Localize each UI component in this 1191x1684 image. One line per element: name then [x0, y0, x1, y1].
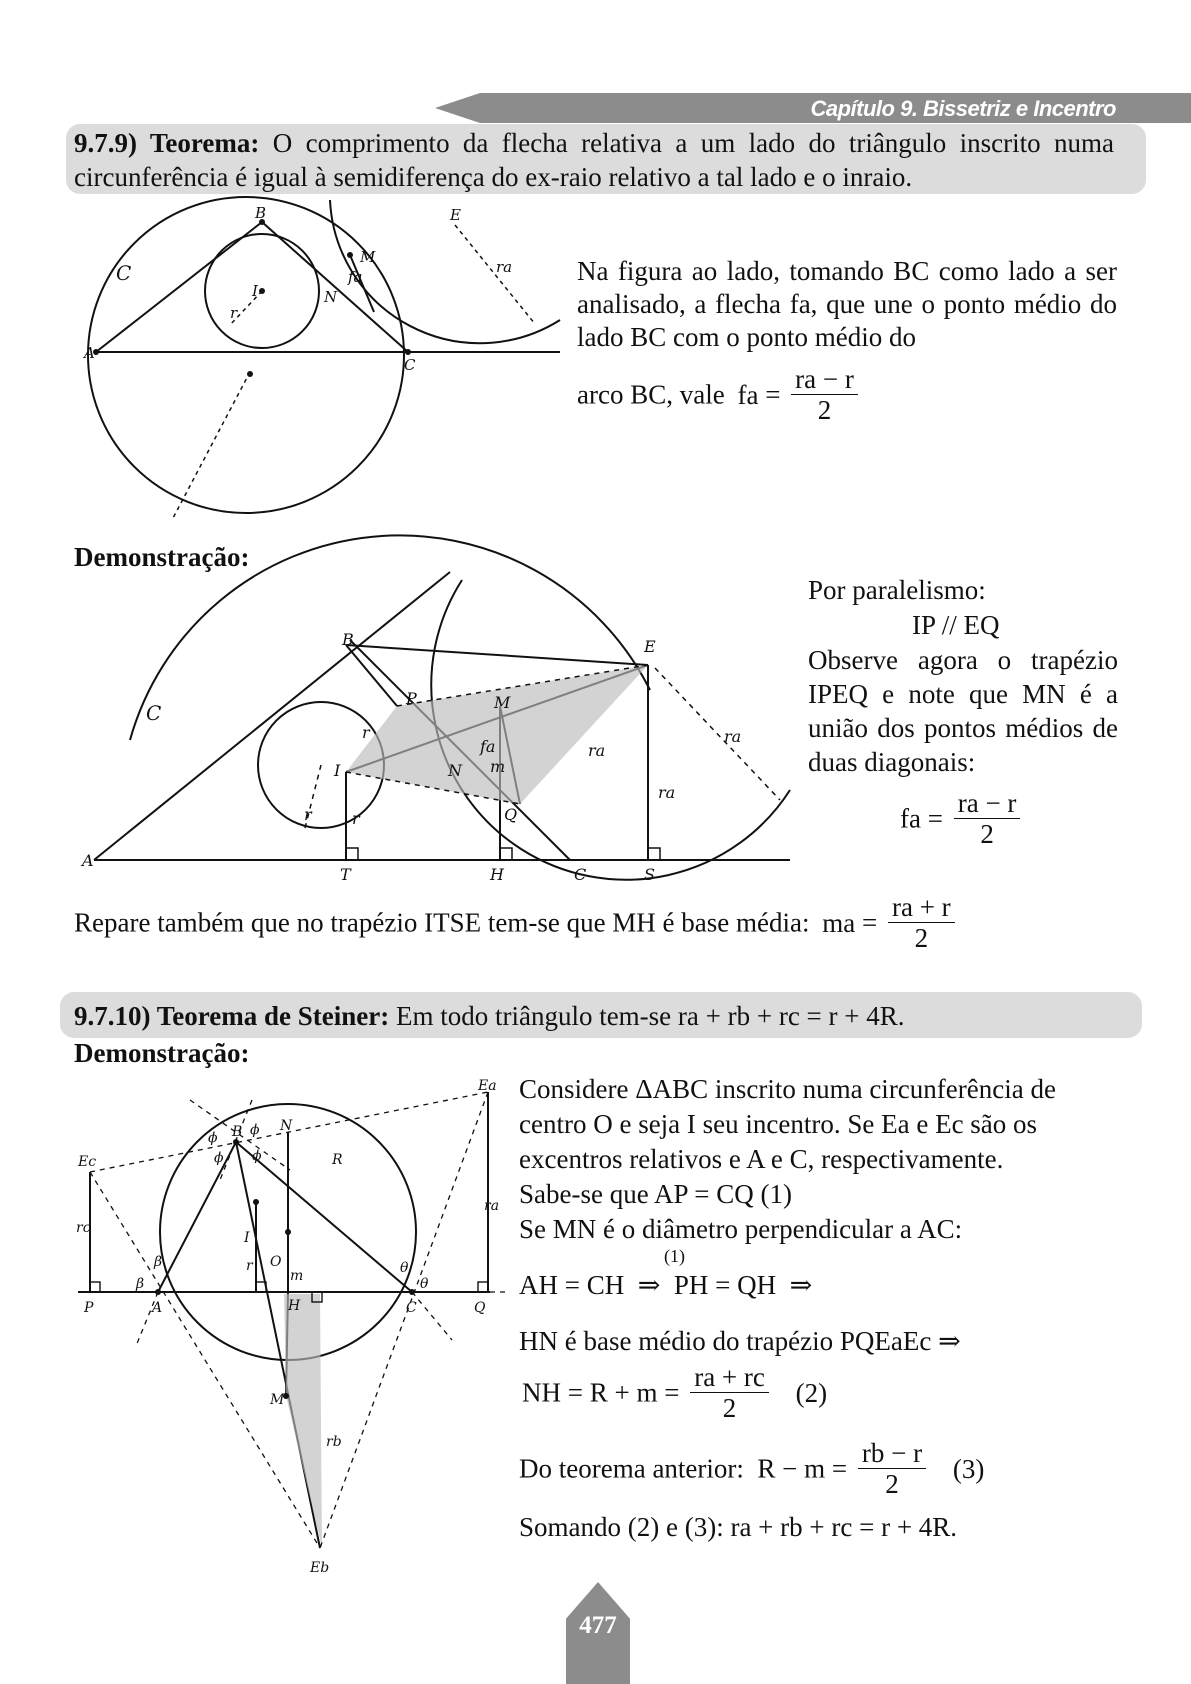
- fig2-label-ra-2: ra: [658, 783, 676, 802]
- fig3-label-phi-4: ϕ: [252, 1148, 262, 1164]
- fig1-label-b: B: [255, 204, 267, 222]
- fig3-label-ra: ra: [484, 1198, 500, 1214]
- fig2-label-h: H: [490, 865, 504, 884]
- do-left: Do teorema anterior: R − m =: [519, 1453, 848, 1484]
- nh-tag: (2): [795, 1377, 828, 1408]
- steiner-line-1: Considere ΔABC inscrito numa circunferência de: [519, 1074, 1056, 1104]
- hn-base-line: HN é base médio do trapézio PQEaEc ⇒: [519, 1326, 961, 1356]
- fig3-label-phi-3: ϕ: [250, 1122, 260, 1138]
- fig3-label-rc: rc: [76, 1220, 91, 1236]
- do-numerator: rb − r: [858, 1438, 926, 1469]
- theorem-9710-label: 9.7.10) Teorema de Steiner:: [74, 1001, 390, 1031]
- implication-sup: (1): [664, 1246, 685, 1266]
- parallel-title: Por paralelismo:: [808, 575, 986, 605]
- fig3-label-a: A: [152, 1300, 163, 1316]
- fig3-label-q: Q: [474, 1300, 486, 1316]
- page-number: 477: [579, 1612, 617, 1639]
- nh-denominator: 2: [722, 1393, 737, 1423]
- fig3-label-beta-2: β: [136, 1276, 145, 1292]
- ma-numerator: ra + r: [888, 892, 955, 923]
- fa-formula-2: fa = $\frac{ra - r}{2}$: [900, 788, 1024, 849]
- base-media-line: Repare também que no trapézio ITSE tem-se que MH é base média: ma = $\frac{ra + r}{2}$: [74, 892, 959, 953]
- chapter-header: Capítulo 9. Bissetriz e Incentro: [810, 96, 1116, 121]
- fig2-label-fa: fa: [480, 737, 496, 756]
- nh-equation: [522, 1362, 827, 1423]
- theorem-9710-statement: Em todo triângulo tem-se ra + rb + rc = r + 4R.: [395, 1001, 905, 1031]
- fig2-label-b: B: [342, 630, 354, 649]
- figure-steiner: [70, 1074, 510, 1574]
- fig3-label-theta-2: θ: [420, 1276, 429, 1292]
- fig2-label-t: T: [340, 865, 351, 884]
- fig3-label-o: O: [270, 1254, 282, 1270]
- fig3-label-m: M: [270, 1392, 285, 1408]
- fig3-label-h: H: [288, 1298, 301, 1314]
- trapezoid-note: Observe agora o trapézio IPEQ e note que MN é a união dos pontos médios de duas diagonais:: [808, 645, 1118, 777]
- fig1-label-r: r: [230, 304, 238, 322]
- fa-numerator: ra − r: [791, 364, 858, 395]
- do-denominator: 2: [885, 1469, 899, 1499]
- demonstration-heading-2: Demonstração:: [74, 1038, 250, 1068]
- fig1-label-n: N: [324, 288, 338, 306]
- nh-left: NH = R + m =: [522, 1377, 680, 1408]
- fig2-label-q: Q: [504, 805, 518, 824]
- flecha-description: Na figura ao lado, tomando BC como lado a ser analisado, a flecha fa, que une o ponto médio do lado BC com o ponto médio do: [577, 256, 1117, 352]
- fig1-label-i: I: [252, 282, 258, 300]
- fig3-label-n: N: [280, 1118, 293, 1134]
- fig3-label-r: r: [246, 1258, 253, 1274]
- fig2-label-n: N: [448, 761, 462, 780]
- fig1-label-e: E: [450, 206, 461, 224]
- fig3-label-ec: Ec: [78, 1154, 97, 1170]
- fig2-label-circle: C: [146, 701, 162, 725]
- fig2-label-ra-3: ra: [724, 727, 742, 746]
- ma-symbol: ma: [822, 907, 856, 938]
- demonstration-heading-1: Demonstração:: [74, 542, 250, 572]
- fig1-label-fa: fa: [348, 268, 363, 286]
- fig1-label-c: C: [404, 356, 416, 374]
- fig1-label-ra: ra: [496, 258, 513, 276]
- fig2-label-e: E: [644, 637, 656, 656]
- do-tag: (3): [952, 1453, 985, 1484]
- fig3-label-b: B: [232, 1124, 243, 1140]
- theorem-979-label: 9.7.9) Teorema:: [74, 128, 260, 158]
- fig1-label-a: A: [84, 344, 95, 362]
- ah-ch-line: AH = CH ⇒ PH = QH ⇒: [519, 1270, 813, 1300]
- fig2-label-i: I: [334, 761, 341, 780]
- fig2-label-m-small: m: [490, 757, 506, 776]
- fig2-label-r-1: r: [362, 723, 370, 742]
- fig3-label-m-small: m: [290, 1268, 304, 1284]
- fig2-label-m: M: [494, 693, 511, 712]
- fig3-label-phi-2: ϕ: [214, 1150, 224, 1166]
- fig3-label-ea: Ea: [478, 1078, 497, 1094]
- steiner-line-4: Sabe-se que AP = CQ (1): [519, 1179, 792, 1209]
- fig3-label-p: P: [84, 1300, 94, 1316]
- fig2-label-r-2: r: [352, 809, 360, 828]
- theorem-9710-text: [74, 999, 905, 1033]
- fig3-label-theta-1: θ: [400, 1260, 409, 1276]
- fig3-label-r-big: R: [332, 1152, 343, 1168]
- fig1-label-m: M: [360, 248, 376, 266]
- figure-trapezoid: [80, 568, 800, 888]
- fig3-label-rb: rb: [326, 1434, 342, 1450]
- fig3-label-eb: Eb: [310, 1560, 330, 1576]
- sum-line: Somando (2) e (3): ra + rb + rc = r + 4R.: [519, 1512, 958, 1542]
- fig2-label-c: C: [574, 865, 587, 884]
- fig2-label-r-3: r: [304, 805, 312, 824]
- fa-symbol-2: fa: [900, 803, 921, 834]
- figure-flecha: [84, 198, 570, 538]
- fig3-label-i: I: [244, 1230, 250, 1246]
- previous-theorem-equation: [519, 1438, 984, 1499]
- fa-denominator: 2: [817, 395, 832, 425]
- flecha-formula: arco BC, vale fa = $\frac{ra - r}{2}$: [577, 364, 862, 425]
- fig2-label-p: P: [406, 689, 417, 708]
- fig3-label-beta-1: β: [154, 1254, 163, 1270]
- steiner-text-block: [519, 1072, 1119, 1247]
- fig2-label-s: S: [644, 865, 655, 884]
- fig3-label-c: C: [406, 1300, 417, 1316]
- fa-symbol: fa: [737, 379, 759, 410]
- theorem-979-statement: O comprimento da flecha relativa a um lado do triângulo inscrito numa circunferência é igual à semidiferença do ex-raio relativo a tal lado e o inraio.: [74, 128, 1115, 192]
- fig2-label-a: A: [82, 851, 94, 870]
- steiner-line-3: excentros relativos e A e C, respectivamente.: [519, 1144, 1004, 1174]
- fa-numerator-2: ra − r: [954, 788, 1021, 819]
- fig2-label-ra-1: ra: [588, 741, 606, 760]
- fa-denominator-2: 2: [980, 819, 994, 849]
- theorem-979-text: [74, 126, 1114, 194]
- steiner-line-5: Se MN é o diâmetro perpendicular a AC:: [519, 1214, 963, 1244]
- base-media-text: Repare também que no trapézio ITSE tem-se que MH é base média:: [74, 907, 810, 938]
- ma-denominator: 2: [914, 923, 929, 953]
- parallel-statement: IP // EQ: [912, 610, 1000, 640]
- fig1-label-circle: C: [116, 261, 132, 285]
- arc-text: arco BC, vale: [577, 379, 725, 410]
- fig3-label-phi-1: ϕ: [208, 1130, 218, 1146]
- nh-numerator: ra + rc: [690, 1362, 769, 1393]
- steiner-line-2: centro O e seja I seu incentro. Se Ea e Ec são os: [519, 1109, 1038, 1139]
